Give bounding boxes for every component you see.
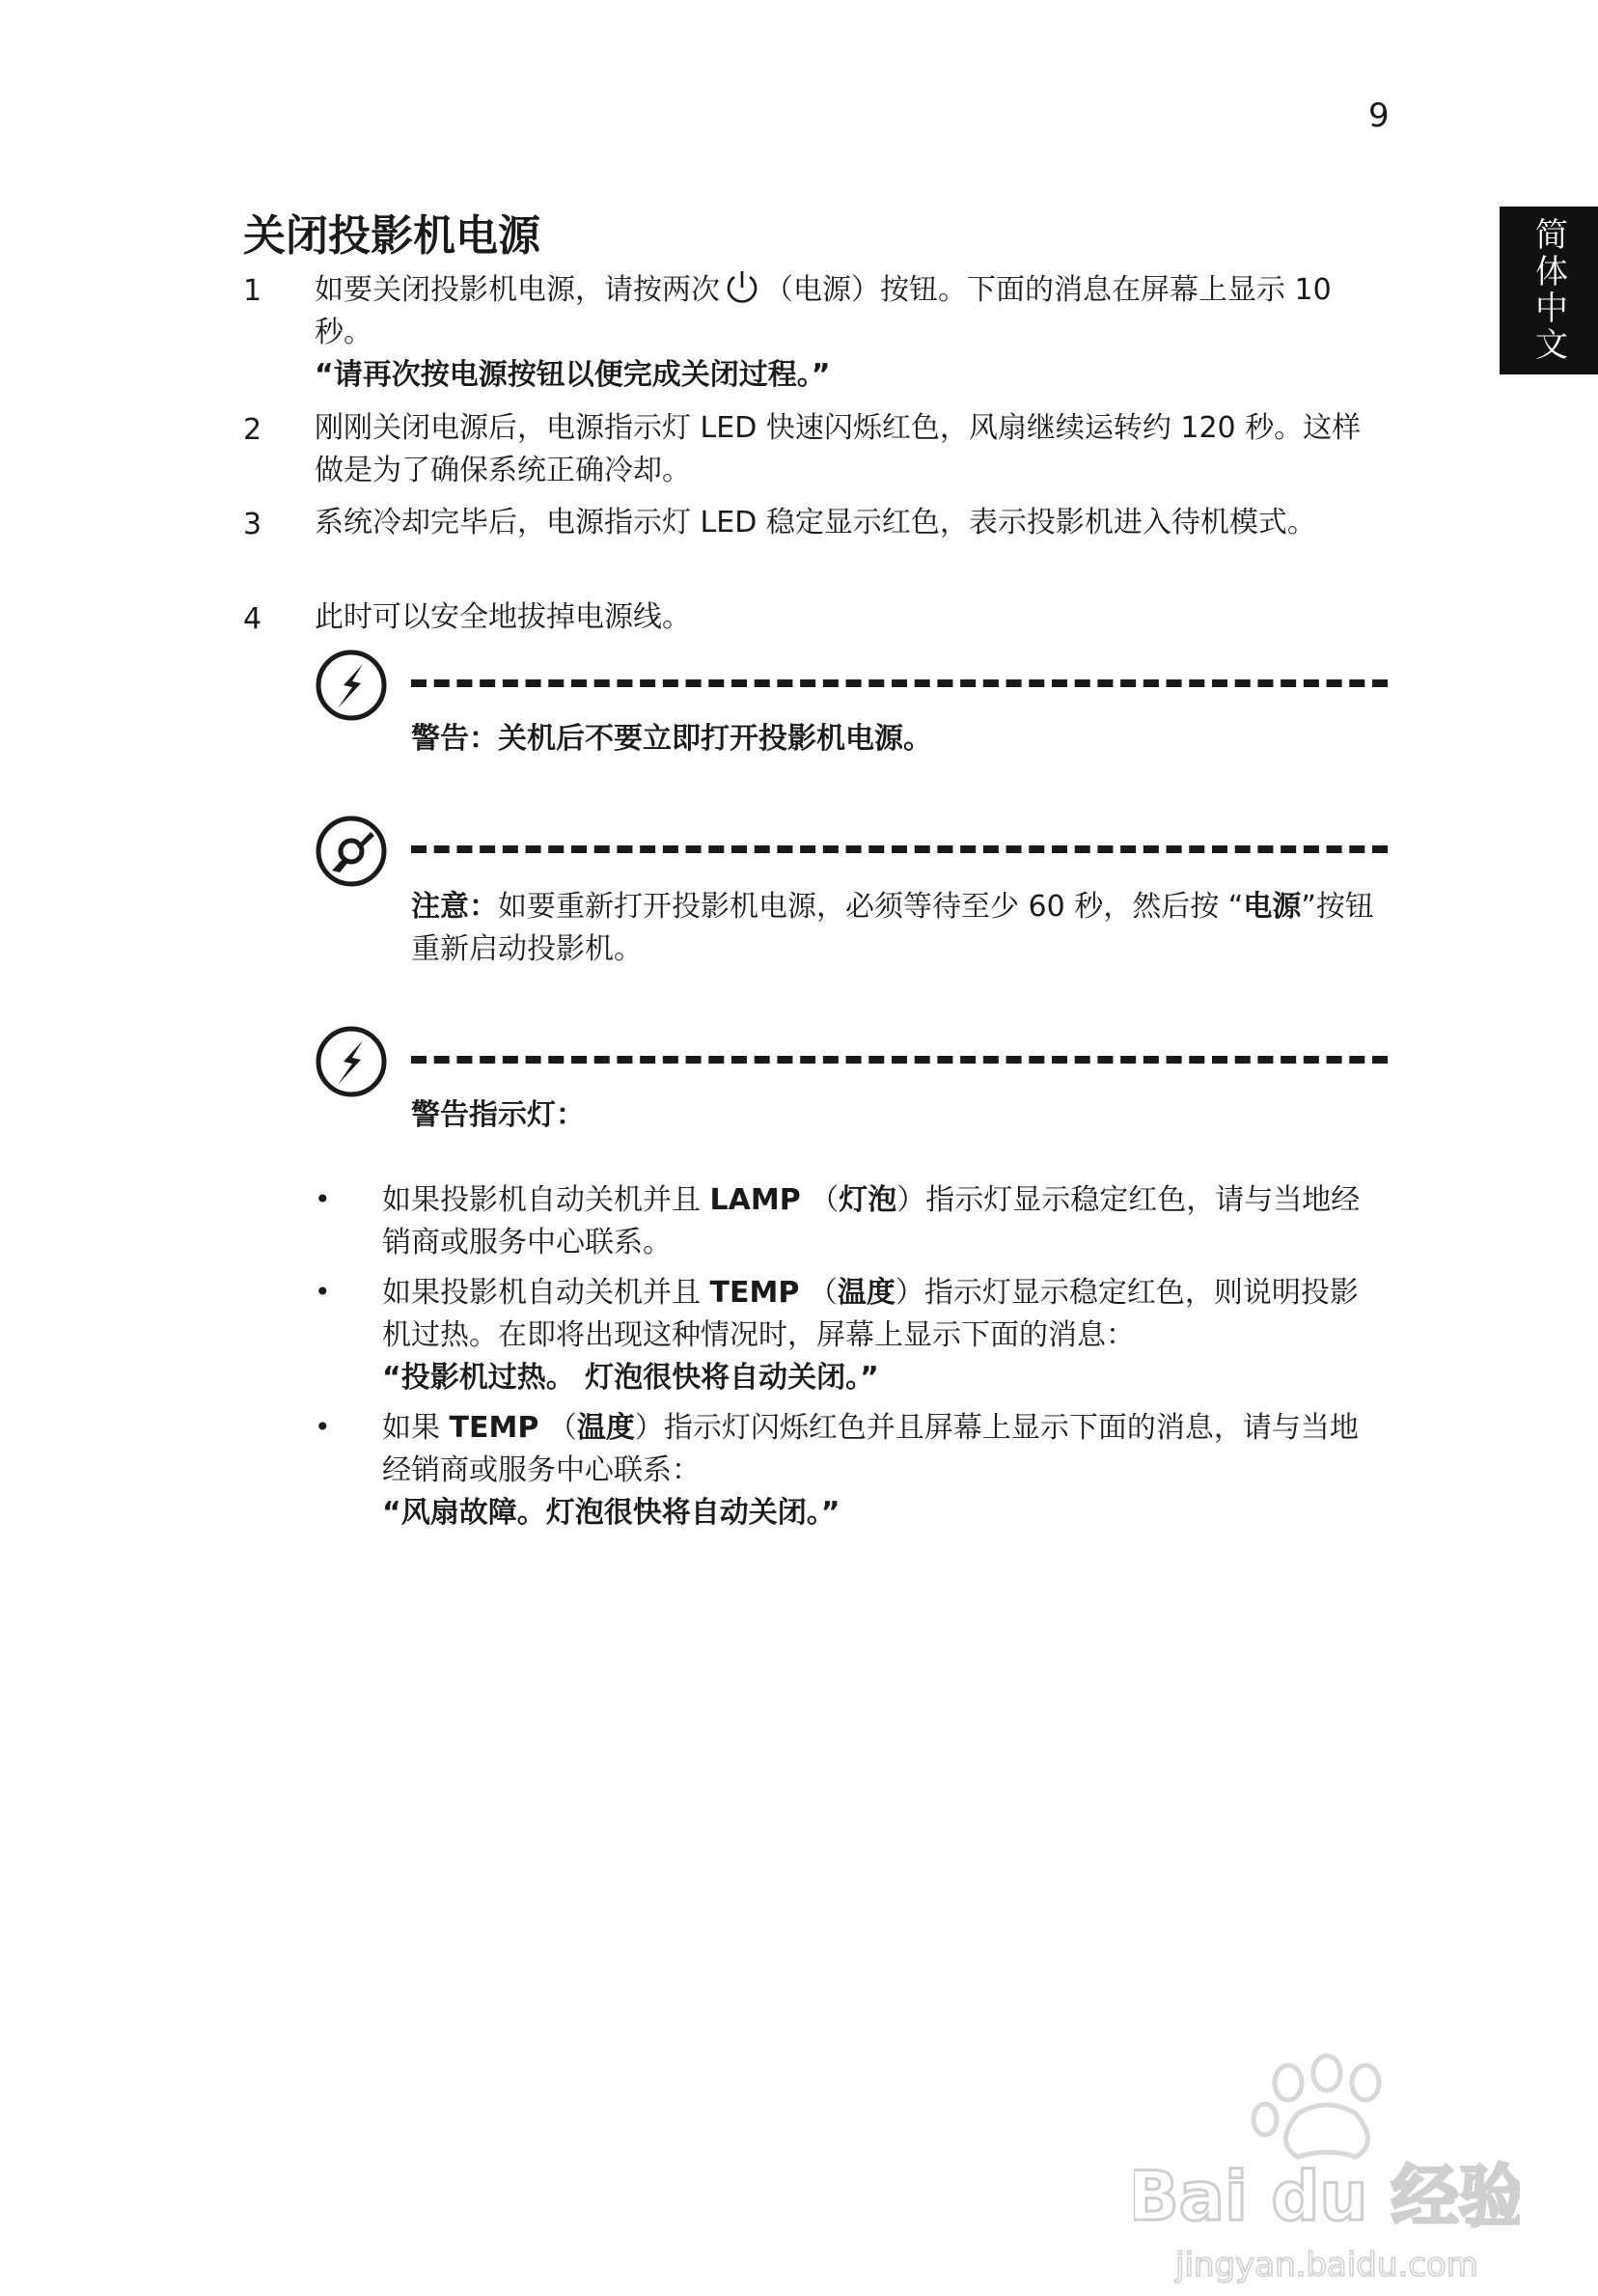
bullet-dot: • [315,1183,331,1215]
note-keyword: 电源 [1243,890,1302,924]
step-1 [315,268,1386,397]
warning-lightning-icon [315,1025,388,1098]
page-number: 9 [1368,97,1390,135]
bullet-dot: • [315,1276,331,1308]
step-number: 4 [243,602,262,636]
notice-divider [411,845,1388,853]
notice-divider [411,679,1388,687]
power-icon [724,268,760,307]
step-1-text-pre: 如要关闭投影机电源，请按两次 [315,273,720,307]
language-side-tab [1500,207,1598,374]
watermark-url: jingyan.baidu.com [1175,2246,1478,2284]
note-tail: ”按钮重新启动投影机。 [411,890,1374,966]
notice-divider [411,1056,1388,1064]
note-body: 如要重新打开投影机电源，必须等待至少 60 秒，然后按 “ [498,890,1244,924]
note-text [411,886,1388,971]
step-number: 1 [243,274,262,308]
bullet-temp-flashing: 如果 TEMP （温度）指示灯闪烁红色并且屏幕上显示下面的消息，请与当地经销商或服务中心联系： “风扇故障。灯泡很快将自动关闭。” [382,1407,1386,1535]
step-number: 2 [243,413,262,447]
overheat-message: “投影机过热。 灯泡很快将自动关闭。” [382,1361,879,1395]
bullet-temp-steady: 如果投影机自动关机并且 TEMP （温度）指示灯显示稳定红色，则说明投影机过热。在即将出现这种情况时，屏幕上显示下面的消息： “投影机过热。 灯泡很快将自动关闭。” [382,1272,1386,1399]
step-3: 系统冷却完毕后，电源指示灯 LED 稳定显示红色，表示投影机进入待机模式。 [315,506,1316,539]
warning-text: 警告：关机后不要立即打开投影机电源。 [411,722,932,756]
step-1-message: “请再次按电源按钮以便完成关闭过程。” [315,358,831,392]
step-1-text-post: （电源）按钮。下面的消息在屏幕上显示 10 秒。 [315,273,1332,349]
note-icon [315,815,388,888]
note-label: 注意： [411,890,498,924]
step-number: 3 [243,508,262,541]
watermark-brand: Bai du 经验 [1134,2157,1520,2236]
step-2: 刚刚关闭电源后，电源指示灯 LED 快速闪烁红色，风扇继续运转约 120 秒。这样做是为了确保系统正确冷却。 [315,411,1362,487]
step-4: 此时可以安全地拔掉电源线。 [315,600,691,634]
section-title: 关闭投影机电源 [243,211,540,261]
warning-indicator-heading: 警告指示灯： [411,1098,585,1132]
warning-lightning-icon [315,649,388,722]
bullet-lamp: 如果投影机自动关机并且 LAMP （灯泡）指示灯显示稳定红色，请与当地经销商或服务中心联系。 [382,1183,1361,1259]
fan-failure-message: “风扇故障。灯泡很快将自动关闭。” [382,1496,840,1530]
bullet-dot: • [315,1411,331,1443]
language-label: 简体中文 [1529,217,1568,364]
baidu-jingyan-watermark [1134,2046,1520,2292]
